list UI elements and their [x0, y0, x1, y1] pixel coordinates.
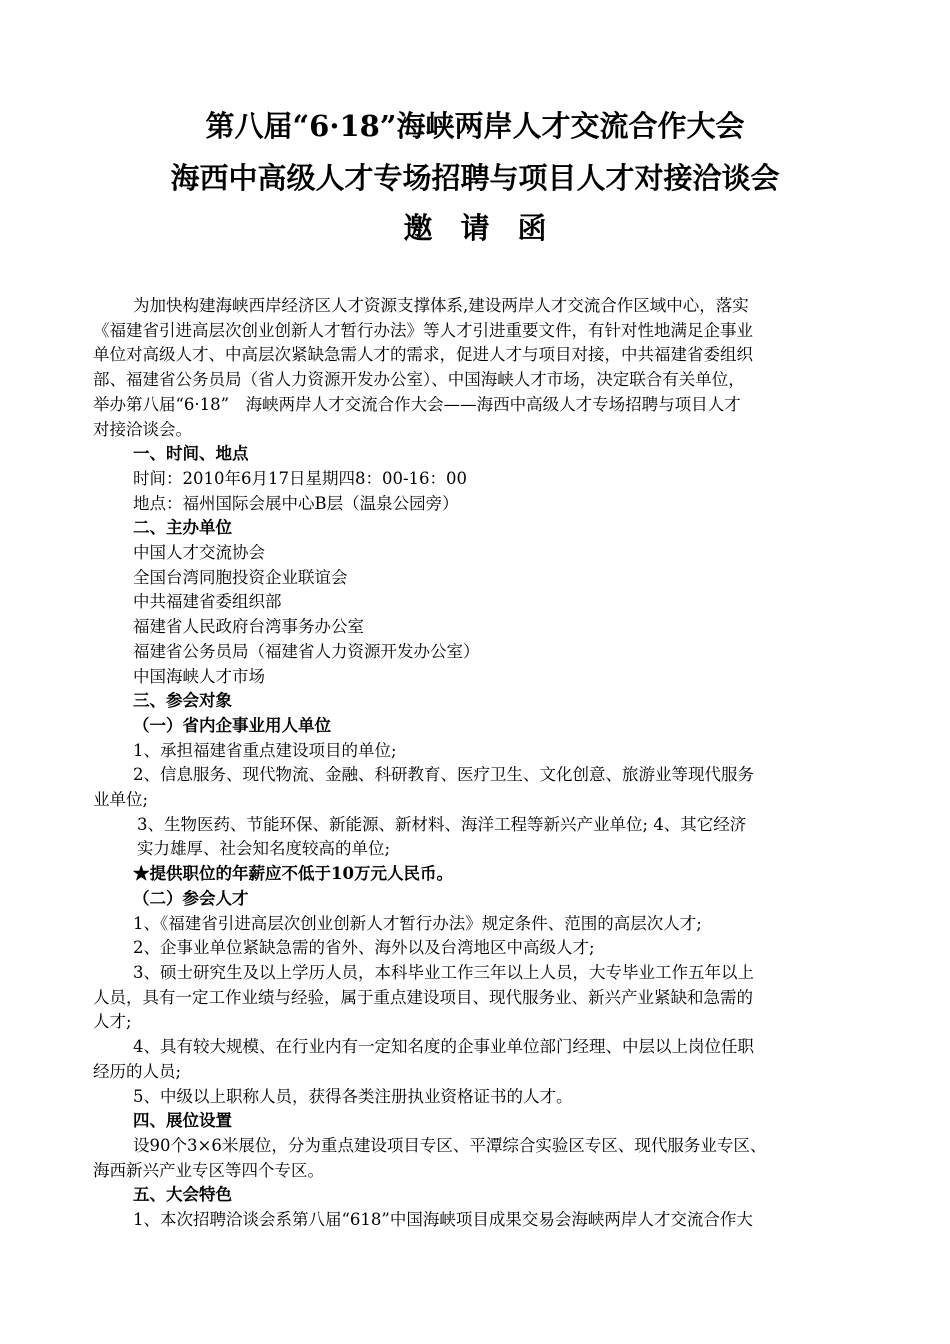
subsection-heading-2: （二）参会人才	[133, 888, 249, 908]
unit-item: 实力雄厚、社会知名度较高的单位;	[137, 839, 391, 859]
organizer-item: 福建省人民政府台湾事务办公室	[133, 617, 364, 637]
title-line-3: 邀请函	[403, 211, 575, 245]
talent-item: 3、硕士研究生及以上学历人员，本科毕业工作三年以上人员，大专毕业工作五年以上	[133, 962, 754, 982]
unit-item: 2、信息服务、现代物流、金融、科研教育、医疗卫生、文化创意、旅游业等现代服务	[133, 765, 754, 785]
event-time: 时间：2010年6月17日星期四8：00-16：00	[133, 468, 468, 488]
intro-line: 对接洽谈会。	[93, 419, 192, 439]
salary-note: ★提供职位的年薪应不低于10万元人民币。	[133, 864, 453, 884]
talent-item: 1、《福建省引进高层次创业创新人才暂行办法》规定条件、范围的高层次人才;	[133, 913, 702, 933]
talent-item: 人才;	[93, 1012, 132, 1032]
feature-text: 1、本次招聘洽谈会系第八届“618”中国海峡项目成果交易会海峡两岸人才交流合作大	[133, 1210, 753, 1230]
unit-item: 1、承担福建省重点建设项目的单位;	[133, 740, 397, 760]
talent-item: 2、企事业单位紧缺急需的省外、海外以及台湾地区中高级人才;	[133, 938, 595, 958]
event-place: 地点：福州国际会展中心B层（温泉公园旁）	[133, 493, 459, 513]
organizer-item: 中国海峡人才市场	[133, 666, 265, 686]
organizer-item: 福建省公务员局（福建省人力资源开发办公室）	[133, 641, 480, 661]
unit-item: 3、生物医药、节能环保、新能源、新材料、海洋工程等新兴产业单位; 4、其它经济	[137, 814, 747, 834]
booth-text: 海西新兴产业专区等四个专区。	[93, 1160, 324, 1180]
unit-item: 业单位;	[93, 790, 149, 810]
title-line-2: 海西中高级人才专场招聘与项目人才对接洽谈会	[170, 161, 780, 195]
section-heading-1: 一、时间、地点	[133, 444, 249, 464]
talent-item: 经历的人员;	[93, 1061, 182, 1081]
organizer-item: 中共福建省委组织部	[133, 592, 282, 612]
section-heading-5: 五、大会特色	[133, 1185, 232, 1205]
intro-line: 单位对高级人才、中高层次紧缺急需人才的需求，促进人才与项目对接，中共福建省委组织	[93, 345, 753, 365]
intro-line: 部、福建省公务员局（省人力资源开发办公室）、中国海峡人才市场，决定联合有关单位，	[93, 370, 745, 390]
organizer-item: 中国人才交流协会	[133, 543, 265, 563]
talent-item: 4、具有较大规模、在行业内有一定知名度的企事业单位部门经理、中层以上岗位任职	[133, 1037, 754, 1057]
section-heading-3: 三、参会对象	[133, 691, 232, 711]
booth-text: 设90个3×6米展位，分为重点建设项目专区、平潭综合实验区专区、现代服务业专区、	[133, 1135, 767, 1155]
talent-item: 人员，具有一定工作业绩与经验，属于重点建设项目、现代服务业、新兴产业紧缺和急需的	[93, 987, 753, 1007]
talent-item: 5、中级以上职称人员，获得各类注册执业资格证书的人才。	[133, 1086, 573, 1106]
organizer-item: 全国台湾同胞投资企业联谊会	[133, 567, 348, 587]
subsection-heading-1: （一）省内企事业用人单位	[133, 715, 331, 735]
intro-line: 为加快构建海峡西岸经济区人才资源支撑体系,建设两岸人才交流合作区域中心，落实	[133, 296, 749, 315]
intro-line: 举办第八届“6·18” 海峡两岸人才交流合作大会——海西中高级人才专场招聘与项目人才	[93, 394, 741, 414]
section-heading-4: 四、展位设置	[133, 1111, 232, 1131]
section-heading-2: 二、主办单位	[133, 518, 232, 538]
document-body	[93, 294, 865, 1233]
intro-line: 《福建省引进高层次创业创新人才暂行办法》等人才引进重要文件，有针对性地满足企事业	[93, 320, 753, 340]
title-line-1: 第八届“6·18”海峡两岸人才交流合作大会	[205, 109, 745, 143]
